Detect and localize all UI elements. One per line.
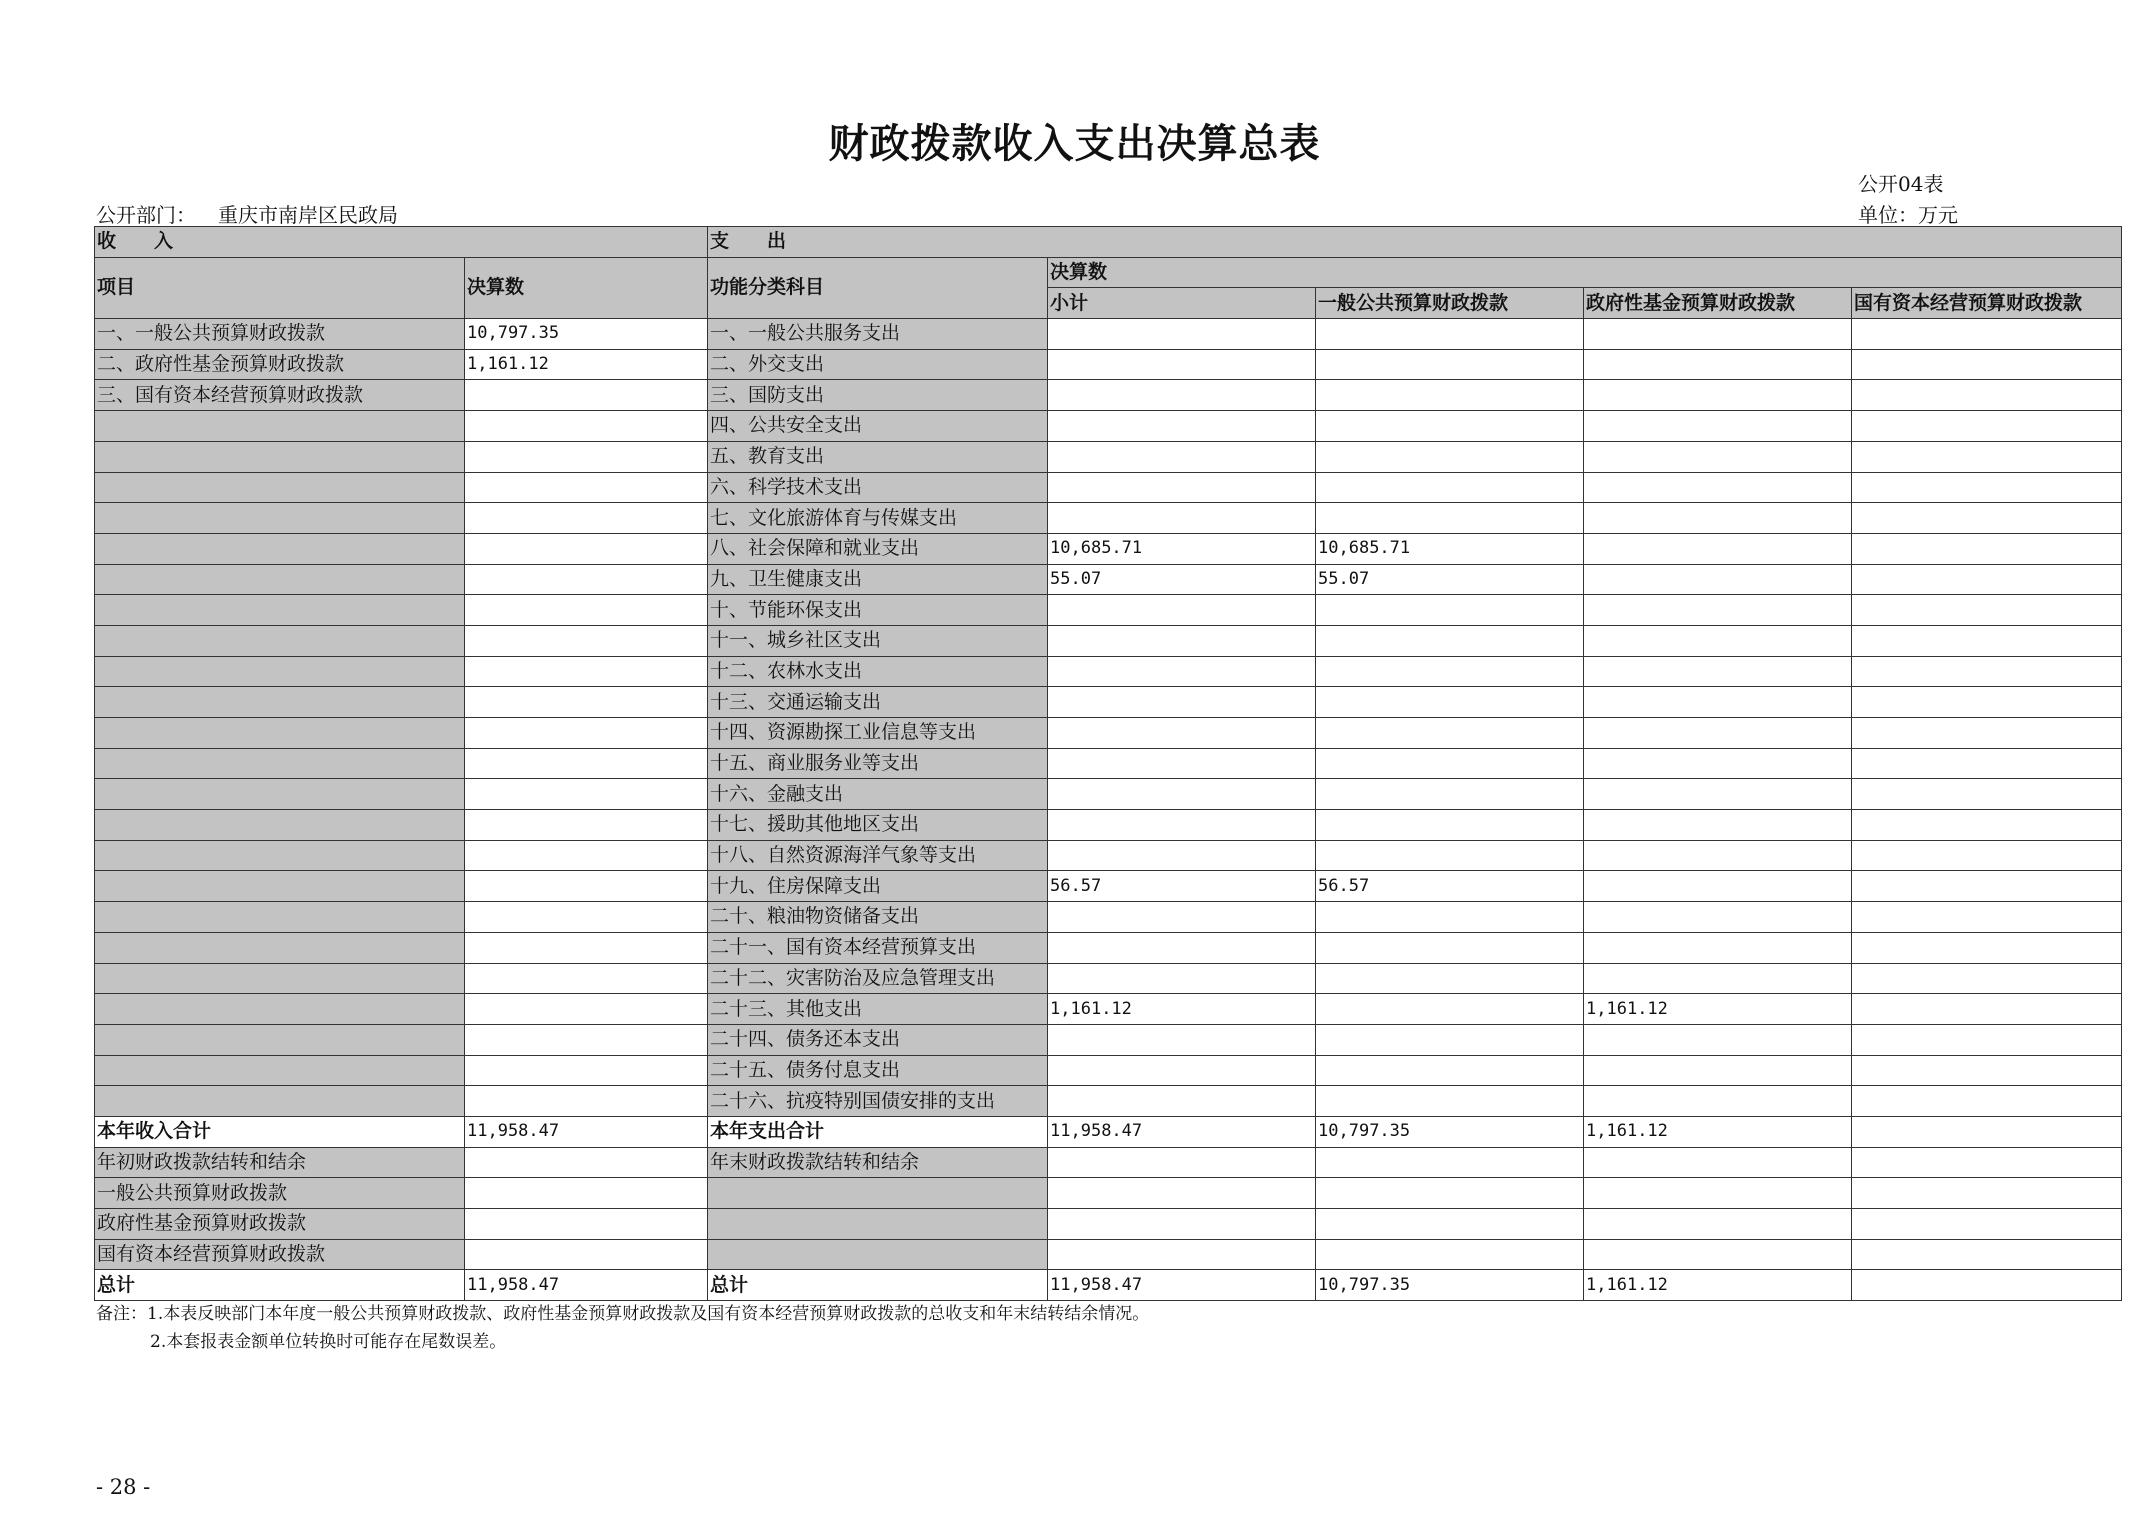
expense-subtotal: 10,685.71 xyxy=(1048,533,1316,564)
table-row xyxy=(95,380,2122,411)
expense-fund xyxy=(1584,441,1852,472)
expense-subtotal xyxy=(1048,349,1316,380)
expense-item: 十五、商业服务业等支出 xyxy=(708,748,1048,779)
expense-fund xyxy=(1584,748,1852,779)
table-row xyxy=(95,1055,2122,1086)
income-item xyxy=(95,1055,465,1086)
expense-item: 五、教育支出 xyxy=(708,441,1048,472)
expense-fund xyxy=(1584,1209,1852,1240)
income-value xyxy=(465,656,708,687)
table-row xyxy=(95,994,2122,1025)
income-item: 三、国有资本经营预算财政拨款 xyxy=(95,380,465,411)
expense-state xyxy=(1852,1055,2122,1086)
expense-item: 十一、城乡社区支出 xyxy=(708,625,1048,656)
department-label: 公开部门： xyxy=(96,203,196,227)
expense-general xyxy=(1316,932,1584,963)
table-row xyxy=(95,625,2122,656)
table-row xyxy=(95,1024,2122,1055)
table-row xyxy=(95,932,2122,963)
expense-item xyxy=(708,1178,1048,1209)
expense-item: 本年支出合计 xyxy=(708,1116,1048,1147)
unit-label: 单位：万元 xyxy=(1858,203,1958,227)
expense-general xyxy=(1316,472,1584,503)
grand-total-row xyxy=(95,1270,2122,1301)
expense-fund: 1,161.12 xyxy=(1584,1270,1852,1301)
income-value xyxy=(465,411,708,442)
income-header: 收 入 xyxy=(95,227,708,258)
expense-state xyxy=(1852,503,2122,534)
expense-subtotal: 11,958.47 xyxy=(1048,1116,1316,1147)
expense-item: 六、科学技术支出 xyxy=(708,472,1048,503)
expense-state xyxy=(1852,718,2122,749)
expense-general xyxy=(1316,779,1584,810)
expense-state xyxy=(1852,656,2122,687)
income-value xyxy=(465,1055,708,1086)
table-row xyxy=(95,718,2122,749)
expense-item: 十三、交通运输支出 xyxy=(708,687,1048,718)
income-item xyxy=(95,564,465,595)
expense-item: 十六、金融支出 xyxy=(708,779,1048,810)
item-header: 项目 xyxy=(95,257,465,318)
fund-header: 政府性基金预算财政拨款 xyxy=(1584,288,1852,319)
expense-item: 十七、援助其他地区支出 xyxy=(708,810,1048,841)
income-item xyxy=(95,963,465,994)
expense-item xyxy=(708,1239,1048,1270)
expense-subtotal xyxy=(1048,1086,1316,1117)
expense-general xyxy=(1316,902,1584,933)
income-value xyxy=(465,810,708,841)
income-value xyxy=(465,503,708,534)
expense-fund xyxy=(1584,472,1852,503)
expense-item: 十二、农林水支出 xyxy=(708,656,1048,687)
expense-state xyxy=(1852,380,2122,411)
table-row xyxy=(95,533,2122,564)
expense-subtotal xyxy=(1048,748,1316,779)
expense-item: 七、文化旅游体育与传媒支出 xyxy=(708,503,1048,534)
income-item: 年初财政拨款结转和结余 xyxy=(95,1147,465,1178)
income-item xyxy=(95,779,465,810)
expense-fund xyxy=(1584,533,1852,564)
income-item xyxy=(95,1024,465,1055)
income-value xyxy=(465,871,708,902)
expense-fund xyxy=(1584,1147,1852,1178)
expense-subtotal xyxy=(1048,319,1316,350)
income-value xyxy=(465,595,708,626)
expense-item: 十、节能环保支出 xyxy=(708,595,1048,626)
expense-state xyxy=(1852,349,2122,380)
income-item xyxy=(95,902,465,933)
expense-subtotal xyxy=(1048,963,1316,994)
expense-subtotal xyxy=(1048,718,1316,749)
income-item xyxy=(95,748,465,779)
expense-fund xyxy=(1584,932,1852,963)
expense-state xyxy=(1852,687,2122,718)
table-row xyxy=(95,779,2122,810)
income-value xyxy=(465,441,708,472)
expense-fund xyxy=(1584,1086,1852,1117)
income-item: 国有资本经营预算财政拨款 xyxy=(95,1239,465,1270)
department xyxy=(96,199,398,228)
expense-general xyxy=(1316,963,1584,994)
expense-subtotal xyxy=(1048,840,1316,871)
expense-subtotal xyxy=(1048,1147,1316,1178)
expense-fund xyxy=(1584,718,1852,749)
expense-fund xyxy=(1584,503,1852,534)
expense-state xyxy=(1852,625,2122,656)
income-value xyxy=(465,779,708,810)
table-row xyxy=(95,319,2122,350)
expense-state xyxy=(1852,1116,2122,1147)
expense-fund xyxy=(1584,963,1852,994)
table-row xyxy=(95,810,2122,841)
income-value xyxy=(465,1209,708,1240)
table-row xyxy=(95,595,2122,626)
expense-state xyxy=(1852,564,2122,595)
expense-general xyxy=(1316,1024,1584,1055)
income-value xyxy=(465,718,708,749)
expense-fund xyxy=(1584,810,1852,841)
expense-general: 55.07 xyxy=(1316,564,1584,595)
expense-general xyxy=(1316,625,1584,656)
income-value xyxy=(465,1024,708,1055)
expense-item: 一、一般公共服务支出 xyxy=(708,319,1048,350)
expense-fund xyxy=(1584,625,1852,656)
expense-general xyxy=(1316,503,1584,534)
table-row xyxy=(95,503,2122,534)
income-value: 11,958.47 xyxy=(465,1270,708,1301)
expense-subtotal: 56.57 xyxy=(1048,871,1316,902)
expense-subtotal xyxy=(1048,1209,1316,1240)
expense-state xyxy=(1852,994,2122,1025)
table-row xyxy=(95,564,2122,595)
expense-state xyxy=(1852,779,2122,810)
expense-general xyxy=(1316,1147,1584,1178)
expense-subtotal xyxy=(1048,1024,1316,1055)
income-item xyxy=(95,441,465,472)
expense-subtotal xyxy=(1048,810,1316,841)
subtotal-header: 小计 xyxy=(1048,288,1316,319)
expense-subtotal xyxy=(1048,932,1316,963)
carry-row xyxy=(95,1209,2122,1240)
income-item xyxy=(95,718,465,749)
income-item xyxy=(95,411,465,442)
table-row xyxy=(95,902,2122,933)
expense-fund xyxy=(1584,656,1852,687)
expense-item: 十九、住房保障支出 xyxy=(708,871,1048,902)
expense-state xyxy=(1852,319,2122,350)
expense-general xyxy=(1316,1178,1584,1209)
expense-fund xyxy=(1584,1024,1852,1055)
income-value: 10,797.35 xyxy=(465,319,708,350)
expense-subtotal xyxy=(1048,441,1316,472)
expense-fund xyxy=(1584,319,1852,350)
header-row-2 xyxy=(95,257,2122,288)
income-item: 一、一般公共预算财政拨款 xyxy=(95,319,465,350)
note-1: 备注：1.本表反映部门本年度一般公共预算财政拨款、政府性基金预算财政拨款及国有资本经营预算财政拨款的总收支和年末结转结余情况。 xyxy=(96,1304,1150,1324)
expense-general: 10,685.71 xyxy=(1316,533,1584,564)
expense-fund xyxy=(1584,871,1852,902)
expense-subtotal xyxy=(1048,1055,1316,1086)
income-value xyxy=(465,687,708,718)
department-name: 重庆市南岸区民政局 xyxy=(218,203,398,227)
expense-general: 10,797.35 xyxy=(1316,1270,1584,1301)
expense-fund xyxy=(1584,1178,1852,1209)
expense-general xyxy=(1316,687,1584,718)
notes xyxy=(96,1300,1149,1356)
expense-fund xyxy=(1584,1055,1852,1086)
expense-general xyxy=(1316,1055,1584,1086)
table-row xyxy=(95,840,2122,871)
expense-fund xyxy=(1584,779,1852,810)
expense-general xyxy=(1316,994,1584,1025)
income-value xyxy=(465,932,708,963)
expense-general xyxy=(1316,1209,1584,1240)
expense-state xyxy=(1852,1270,2122,1301)
income-item xyxy=(95,656,465,687)
expense-subtotal xyxy=(1048,779,1316,810)
income-value: 1,161.12 xyxy=(465,349,708,380)
expense-item: 十八、自然资源海洋气象等支出 xyxy=(708,840,1048,871)
expense-item: 四、公共安全支出 xyxy=(708,411,1048,442)
expense-item: 二十三、其他支出 xyxy=(708,994,1048,1025)
expense-state xyxy=(1852,441,2122,472)
income-value xyxy=(465,748,708,779)
expense-general xyxy=(1316,840,1584,871)
table-row xyxy=(95,748,2122,779)
expense-state xyxy=(1852,840,2122,871)
expense-state xyxy=(1852,748,2122,779)
expense-subtotal: 55.07 xyxy=(1048,564,1316,595)
expense-fund xyxy=(1584,840,1852,871)
func-category-header: 功能分类科目 xyxy=(708,257,1048,318)
income-value xyxy=(465,564,708,595)
expense-subtotal xyxy=(1048,1239,1316,1270)
table-row xyxy=(95,349,2122,380)
expense-general xyxy=(1316,319,1584,350)
expense-item: 二十五、债务付息支出 xyxy=(708,1055,1048,1086)
income-item xyxy=(95,1086,465,1117)
income-item xyxy=(95,840,465,871)
expense-state xyxy=(1852,1147,2122,1178)
expense-state xyxy=(1852,932,2122,963)
income-value xyxy=(465,533,708,564)
expense-fund xyxy=(1584,380,1852,411)
carry-row xyxy=(95,1239,2122,1270)
expense-item: 二十四、债务还本支出 xyxy=(708,1024,1048,1055)
expense-subtotal xyxy=(1048,503,1316,534)
income-value xyxy=(465,1178,708,1209)
state-header: 国有资本经营预算财政拨款 xyxy=(1852,288,2122,319)
expense-general xyxy=(1316,718,1584,749)
expense-item: 十四、资源勘探工业信息等支出 xyxy=(708,718,1048,749)
final-header: 决算数 xyxy=(465,257,708,318)
expense-subtotal xyxy=(1048,656,1316,687)
expense-state xyxy=(1852,1024,2122,1055)
expense-state xyxy=(1852,1239,2122,1270)
expense-subtotal: 11,958.47 xyxy=(1048,1270,1316,1301)
table-row xyxy=(95,871,2122,902)
carry-row xyxy=(95,1147,2122,1178)
expense-item: 二、外交支出 xyxy=(708,349,1048,380)
expense-state xyxy=(1852,1178,2122,1209)
income-item xyxy=(95,533,465,564)
income-item xyxy=(95,994,465,1025)
expense-state xyxy=(1852,810,2122,841)
expense-fund: 1,161.12 xyxy=(1584,1116,1852,1147)
income-value xyxy=(465,380,708,411)
income-item xyxy=(95,595,465,626)
expense-general xyxy=(1316,748,1584,779)
note-2: 2.本套报表金额单位转换时可能存在尾数误差。 xyxy=(150,1332,507,1352)
expense-state xyxy=(1852,595,2122,626)
expense-item: 三、国防支出 xyxy=(708,380,1048,411)
expense-state xyxy=(1852,1209,2122,1240)
expense-general: 56.57 xyxy=(1316,871,1584,902)
page-number: - 28 - xyxy=(96,1475,151,1499)
income-item: 本年收入合计 xyxy=(95,1116,465,1147)
expense-item: 二十六、抗疫特别国债安排的支出 xyxy=(708,1086,1048,1117)
expense-fund xyxy=(1584,411,1852,442)
expense-fund: 1,161.12 xyxy=(1584,994,1852,1025)
income-value xyxy=(465,1147,708,1178)
expense-item: 二十、粮油物资储备支出 xyxy=(708,902,1048,933)
expense-state xyxy=(1852,1086,2122,1117)
table-row xyxy=(95,656,2122,687)
expense-state xyxy=(1852,411,2122,442)
income-value xyxy=(465,902,708,933)
expense-state xyxy=(1852,902,2122,933)
expense-general xyxy=(1316,1239,1584,1270)
income-value xyxy=(465,994,708,1025)
expense-fund xyxy=(1584,1239,1852,1270)
expense-fund xyxy=(1584,595,1852,626)
page-title: 财政拨款收入支出决算总表 xyxy=(828,120,1321,167)
expense-item xyxy=(708,1209,1048,1240)
expense-general xyxy=(1316,1086,1584,1117)
carry-row xyxy=(95,1178,2122,1209)
income-value xyxy=(465,840,708,871)
expense-fund xyxy=(1584,349,1852,380)
expense-fund xyxy=(1584,564,1852,595)
expense-fund xyxy=(1584,687,1852,718)
expense-subtotal xyxy=(1048,687,1316,718)
expense-item: 九、卫生健康支出 xyxy=(708,564,1048,595)
table-row xyxy=(95,687,2122,718)
general-header: 一般公共预算财政拨款 xyxy=(1316,288,1584,319)
expense-item: 二十二、灾害防治及应急管理支出 xyxy=(708,963,1048,994)
expense-item: 二十一、国有资本经营预算支出 xyxy=(708,932,1048,963)
expense-general xyxy=(1316,810,1584,841)
income-value xyxy=(465,1086,708,1117)
expense-item: 年末财政拨款结转和结余 xyxy=(708,1147,1048,1178)
income-item xyxy=(95,625,465,656)
expense-subtotal xyxy=(1048,595,1316,626)
expense-subtotal xyxy=(1048,625,1316,656)
income-item: 政府性基金预算财政拨款 xyxy=(95,1209,465,1240)
income-value xyxy=(465,472,708,503)
expense-general xyxy=(1316,656,1584,687)
income-item xyxy=(95,687,465,718)
expense-fund xyxy=(1584,902,1852,933)
expense-state xyxy=(1852,871,2122,902)
expense-subtotal xyxy=(1048,902,1316,933)
income-value xyxy=(465,625,708,656)
expense-state xyxy=(1852,472,2122,503)
expense-state xyxy=(1852,533,2122,564)
table-row xyxy=(95,963,2122,994)
income-item xyxy=(95,932,465,963)
income-item xyxy=(95,810,465,841)
income-item xyxy=(95,871,465,902)
expense-subtotal xyxy=(1048,1178,1316,1209)
expense-general xyxy=(1316,441,1584,472)
expense-general xyxy=(1316,411,1584,442)
header-row-1 xyxy=(95,227,2122,258)
expense-general xyxy=(1316,349,1584,380)
final2-header: 决算数 xyxy=(1048,257,2122,288)
table-row xyxy=(95,472,2122,503)
expense-subtotal: 1,161.12 xyxy=(1048,994,1316,1025)
expense-subtotal xyxy=(1048,411,1316,442)
income-value xyxy=(465,1239,708,1270)
income-item: 总计 xyxy=(95,1270,465,1301)
income-value xyxy=(465,963,708,994)
finance-table xyxy=(94,226,2122,1301)
income-item: 二、政府性基金预算财政拨款 xyxy=(95,349,465,380)
form-number: 公开04表 xyxy=(1858,172,1944,196)
income-item xyxy=(95,503,465,534)
table-row xyxy=(95,441,2122,472)
expense-general xyxy=(1316,595,1584,626)
total-year-row xyxy=(95,1116,2122,1147)
income-item: 一般公共预算财政拨款 xyxy=(95,1178,465,1209)
table-row xyxy=(95,411,2122,442)
expense-item: 八、社会保障和就业支出 xyxy=(708,533,1048,564)
expense-subtotal xyxy=(1048,472,1316,503)
expense-state xyxy=(1852,963,2122,994)
expense-general: 10,797.35 xyxy=(1316,1116,1584,1147)
expense-header: 支 出 xyxy=(708,227,2122,258)
expense-general xyxy=(1316,380,1584,411)
income-value: 11,958.47 xyxy=(465,1116,708,1147)
income-item xyxy=(95,472,465,503)
table-row xyxy=(95,1086,2122,1117)
expense-subtotal xyxy=(1048,380,1316,411)
expense-item: 总计 xyxy=(708,1270,1048,1301)
